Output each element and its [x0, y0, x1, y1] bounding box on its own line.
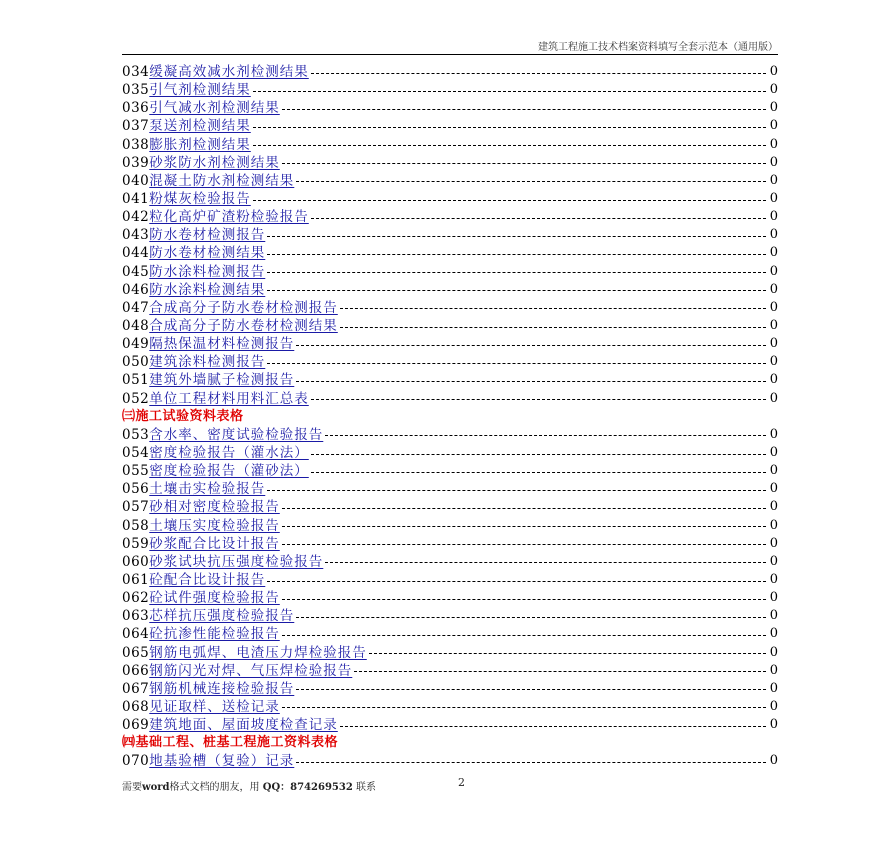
entry-number: 040 [122, 172, 150, 189]
entry-link[interactable]: 砼试件强度检验报告 [149, 590, 280, 607]
dot-leader [282, 544, 766, 545]
entry-number: 044 [122, 245, 150, 262]
dot-leader [325, 435, 765, 436]
toc-entry[interactable] [122, 371, 778, 389]
page-number: 2 [458, 776, 465, 789]
toc-entry[interactable] [122, 644, 778, 662]
entry-number: 047 [122, 299, 150, 316]
entry-page-number: 0 [769, 154, 778, 170]
entry-link[interactable]: 建筑外墙腻子检测报告 [149, 372, 295, 389]
dot-leader [267, 236, 765, 237]
entry-link[interactable]: 钢筋闪光对焊、气压焊检验报告 [149, 662, 353, 679]
entry-page-number: 0 [769, 118, 778, 134]
dot-leader [282, 635, 766, 636]
toc-entry[interactable] [122, 589, 778, 607]
dot-leader [311, 472, 766, 473]
entry-number: 049 [122, 336, 150, 353]
entry-page-number: 0 [769, 608, 778, 624]
entry-number: 051 [122, 372, 150, 389]
entry-link[interactable]: 合成高分子防水卷材检测结果 [149, 317, 338, 334]
entry-link[interactable]: 膨胀剂检测结果 [149, 136, 251, 153]
toc-entry[interactable] [122, 535, 778, 553]
entry-number: 063 [122, 608, 150, 625]
entry-link[interactable]: 砼配合比设计报告 [149, 571, 266, 588]
toc-entry[interactable] [122, 353, 778, 371]
toc-entry[interactable] [122, 716, 778, 734]
entry-page-number: 0 [769, 717, 778, 733]
entry-page-number: 0 [769, 354, 778, 370]
dot-leader [296, 689, 765, 690]
dot-leader [282, 599, 766, 600]
entry-page-number: 0 [769, 136, 778, 152]
entry-number: 066 [122, 662, 150, 679]
dot-leader [282, 508, 766, 509]
entry-link[interactable]: 土壤压实度检验报告 [149, 517, 280, 534]
entry-page-number: 0 [769, 680, 778, 696]
section-title: ㈣基础工程、桩基工程施工资料表格 [122, 735, 339, 751]
dot-leader [267, 490, 765, 491]
dot-leader [296, 381, 765, 382]
entry-page-number: 0 [769, 517, 778, 533]
toc-entry[interactable] [122, 263, 778, 281]
entry-link[interactable]: 防水卷材检测结果 [149, 245, 266, 262]
toc-entry[interactable] [122, 517, 778, 535]
dot-leader [296, 181, 765, 182]
entry-number: 042 [122, 209, 150, 226]
toc-entry[interactable] [122, 698, 778, 716]
toc-entry[interactable] [122, 226, 778, 244]
entry-number: 068 [122, 698, 150, 715]
toc-entry[interactable] [122, 662, 778, 680]
entry-link[interactable]: 含水率、密度试验检验报告 [149, 426, 324, 443]
dot-leader [282, 526, 766, 527]
entry-link[interactable]: 建筑涂料检测报告 [149, 354, 266, 371]
entry-link[interactable]: 合成高分子防水卷材检测报告 [149, 299, 338, 316]
entry-link[interactable]: 砂相对密度检验报告 [149, 499, 280, 516]
entry-page-number: 0 [769, 644, 778, 660]
toc-entry[interactable] [122, 136, 778, 154]
entry-number: 043 [122, 227, 150, 244]
entry-link[interactable]: 引气剂检测结果 [149, 82, 251, 99]
toc-entry[interactable] [122, 498, 778, 516]
toc-entry[interactable] [122, 190, 778, 208]
footer-qq-number: 874269532 [290, 782, 353, 793]
entry-page-number: 0 [769, 444, 778, 460]
dot-leader [253, 91, 766, 92]
entry-number: 041 [122, 190, 150, 207]
toc-entry[interactable] [122, 81, 778, 99]
entry-number: 045 [122, 263, 150, 280]
dot-leader [253, 200, 766, 201]
entry-page-number: 0 [769, 463, 778, 479]
entry-link[interactable]: 单位工程材料用料汇总表 [149, 390, 309, 407]
entry-link[interactable]: 钢筋电弧焊、电渣压力焊检验报告 [149, 644, 367, 661]
toc-entry[interactable] [122, 99, 778, 117]
entry-link[interactable]: 密度检验报告（灌水法） [149, 444, 309, 461]
entry-link[interactable]: 防水卷材检测报告 [149, 227, 266, 244]
entry-page-number: 0 [769, 535, 778, 551]
dot-leader [354, 671, 765, 672]
entry-link[interactable]: 土壤击实检验报告 [149, 481, 266, 498]
dot-leader [253, 145, 766, 146]
entry-page-number: 0 [769, 571, 778, 587]
entry-page-number: 0 [769, 227, 778, 243]
entry-number: 055 [122, 463, 150, 480]
entry-link[interactable]: 防水涂料检测结果 [149, 281, 266, 298]
page-footer [122, 778, 376, 793]
entry-number: 067 [122, 680, 150, 697]
toc-entry[interactable] [122, 244, 778, 262]
entry-number: 054 [122, 444, 150, 461]
dot-leader [267, 272, 765, 273]
entry-number: 053 [122, 426, 150, 443]
table-of-contents [122, 63, 778, 770]
entry-number: 060 [122, 553, 150, 570]
toc-entry[interactable] [122, 154, 778, 172]
entry-link[interactable]: 泵送剂检测结果 [149, 118, 251, 135]
entry-number: 057 [122, 499, 150, 516]
entry-link[interactable]: 砂浆配合比设计报告 [149, 535, 280, 552]
section-title: ㈢施工试验资料表格 [122, 408, 244, 424]
entry-link[interactable]: 引气减水剂检测结果 [149, 100, 280, 117]
dot-leader [311, 218, 766, 219]
toc-entry[interactable] [122, 752, 778, 770]
toc-entry[interactable] [122, 208, 778, 226]
entry-number: 046 [122, 281, 150, 298]
entry-number: 058 [122, 517, 150, 534]
entry-page-number: 0 [769, 64, 778, 79]
dot-leader [267, 581, 765, 582]
dot-leader [267, 254, 765, 255]
toc-entry[interactable] [122, 571, 778, 589]
toc-entry[interactable] [122, 117, 778, 135]
dot-leader [296, 617, 765, 618]
entry-page-number: 0 [769, 426, 778, 442]
entry-number: 050 [122, 354, 150, 371]
entry-page-number: 0 [769, 100, 778, 116]
dot-leader [340, 308, 766, 309]
toc-entry[interactable] [122, 553, 778, 571]
entry-page-number: 0 [769, 82, 778, 98]
entry-number: 048 [122, 317, 150, 334]
entry-page-number: 0 [769, 317, 778, 333]
dot-leader [296, 762, 765, 763]
entry-link[interactable]: 粒化高炉矿渣粉检验报告 [149, 209, 309, 226]
entry-number: 052 [122, 390, 150, 407]
entry-page-number: 0 [769, 209, 778, 225]
entry-page-number: 0 [769, 753, 778, 769]
toc-entry[interactable] [122, 172, 778, 190]
entry-number: 038 [122, 136, 150, 153]
entry-page-number: 0 [769, 626, 778, 642]
page-header: 建筑工程施工技术档案资料填写全套示范本（通用版） [538, 42, 778, 53]
dot-leader [369, 653, 766, 654]
toc-entry[interactable] [122, 390, 778, 408]
entry-page-number: 0 [769, 281, 778, 297]
header-divider [122, 54, 778, 55]
entry-link[interactable]: 钢筋机械连接检验报告 [149, 680, 295, 697]
toc-section-heading [122, 734, 778, 752]
entry-link[interactable]: 芯样抗压强度检验报告 [149, 608, 295, 625]
entry-page-number: 0 [769, 245, 778, 261]
dot-leader [282, 707, 766, 708]
toc-entry[interactable] [122, 317, 778, 335]
dot-leader [311, 73, 766, 74]
entry-link[interactable]: 粉煤灰检验报告 [149, 190, 251, 207]
entry-page-number: 0 [769, 590, 778, 606]
entry-link[interactable]: 混凝土防水剂检测结果 [149, 172, 295, 189]
dot-leader [253, 127, 766, 128]
footer-qq-label: QQ： [262, 782, 291, 793]
toc-entry[interactable] [122, 444, 778, 462]
toc-entry[interactable] [122, 480, 778, 498]
entry-number: 036 [122, 100, 150, 117]
entry-number: 061 [122, 571, 150, 588]
entry-link[interactable]: 见证取样、送检记录 [149, 698, 280, 715]
entry-number: 056 [122, 481, 150, 498]
entry-page-number: 0 [769, 172, 778, 188]
entry-page-number: 0 [769, 299, 778, 315]
entry-link[interactable]: 建筑地面、屋面坡度检查记录 [149, 717, 338, 734]
entry-link[interactable]: 防水涂料检测报告 [149, 263, 266, 280]
entry-link[interactable]: 砂浆试块抗压强度检验报告 [149, 553, 324, 570]
toc-entry[interactable] [122, 426, 778, 444]
toc-entry[interactable] [122, 63, 778, 81]
entry-link[interactable]: 地基验槽（复验）记录 [149, 753, 295, 770]
dot-leader [311, 399, 766, 400]
dot-leader [282, 109, 766, 110]
entry-number: 065 [122, 644, 150, 661]
footer-suffix: 联系 [355, 782, 376, 793]
dot-leader [325, 562, 765, 563]
entry-link[interactable]: 隔热保温材料检测报告 [149, 336, 295, 353]
entry-number: 034 [122, 64, 150, 80]
footer-mid: 格式文档的朋友，用 [169, 782, 260, 793]
toc-entry[interactable] [122, 680, 778, 698]
entry-page-number: 0 [769, 662, 778, 678]
dot-leader [296, 345, 765, 346]
dot-leader [340, 726, 766, 727]
entry-number: 035 [122, 82, 150, 99]
entry-link[interactable]: 密度检验报告（灌砂法） [149, 463, 309, 480]
entry-link[interactable]: 缓凝高效减水剂检测结果 [149, 64, 309, 80]
entry-page-number: 0 [769, 263, 778, 279]
entry-number: 070 [122, 753, 150, 770]
entry-number: 062 [122, 590, 150, 607]
toc-section-heading [122, 408, 778, 426]
entry-page-number: 0 [769, 481, 778, 497]
toc-entry[interactable] [122, 281, 778, 299]
entry-number: 064 [122, 626, 150, 643]
footer-prefix: 需要 [122, 782, 142, 793]
entry-page-number: 0 [769, 390, 778, 406]
dot-leader [282, 163, 766, 164]
toc-entry[interactable] [122, 607, 778, 625]
entry-page-number: 0 [769, 553, 778, 569]
entry-page-number: 0 [769, 372, 778, 388]
toc-entry[interactable] [122, 335, 778, 353]
dot-leader [340, 327, 766, 328]
entry-page-number: 0 [769, 190, 778, 206]
toc-entry[interactable] [122, 625, 778, 643]
entry-link[interactable]: 砂浆防水剂检测结果 [149, 154, 280, 171]
entry-page-number: 0 [769, 499, 778, 515]
entry-page-number: 0 [769, 698, 778, 714]
entry-number: 037 [122, 118, 150, 135]
dot-leader [267, 290, 765, 291]
toc-entry[interactable] [122, 299, 778, 317]
entry-number: 039 [122, 154, 150, 171]
footer-word: word [142, 782, 170, 793]
toc-entry[interactable] [122, 462, 778, 480]
entry-link[interactable]: 砼抗渗性能检验报告 [149, 626, 280, 643]
entry-number: 059 [122, 535, 150, 552]
dot-leader [267, 363, 765, 364]
entry-page-number: 0 [769, 336, 778, 352]
entry-number: 069 [122, 717, 150, 734]
dot-leader [311, 454, 766, 455]
